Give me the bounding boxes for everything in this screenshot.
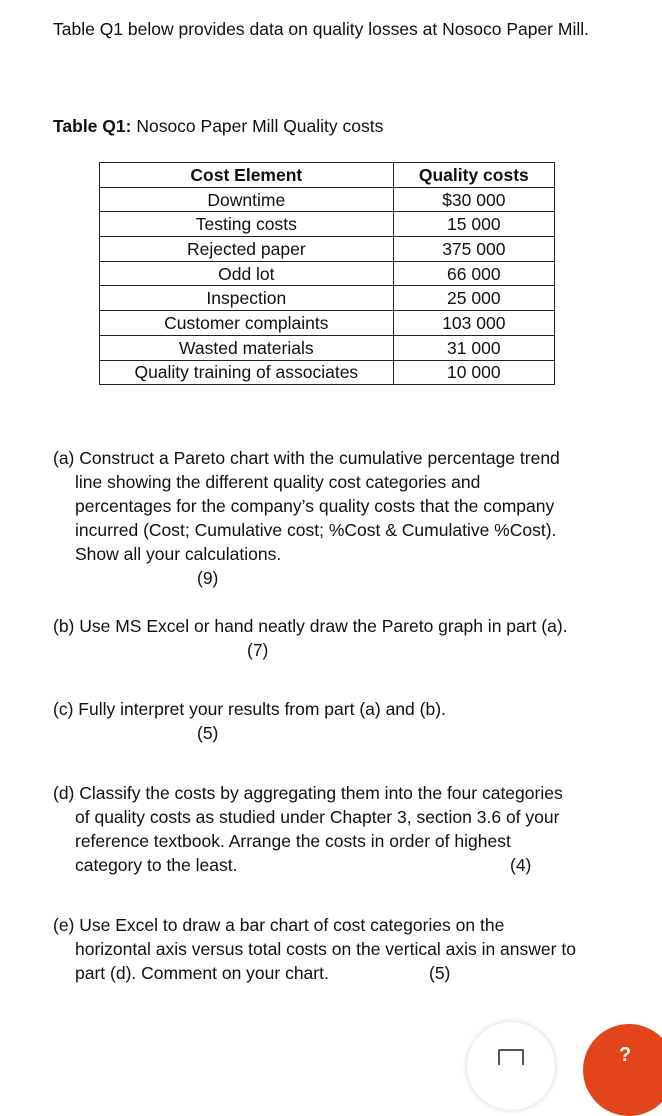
question-a-line: (a) Construct a Pareto chart with the cumulative percentage trend bbox=[53, 448, 560, 468]
quality-cost-cell: 25 000 bbox=[393, 286, 554, 311]
cost-element-cell: Odd lot bbox=[100, 261, 394, 286]
quality-cost-cell: $30 000 bbox=[393, 187, 554, 212]
table-row bbox=[100, 261, 555, 286]
table-header-row bbox=[100, 163, 555, 188]
cost-element-cell: Downtime bbox=[100, 187, 394, 212]
question-a-marks: (9) bbox=[197, 568, 219, 588]
question-b-line: (b) Use MS Excel or hand neatly draw the Pareto graph in part (a). bbox=[53, 616, 568, 636]
question-c-marks: (5) bbox=[197, 723, 219, 743]
question-e-marks: (5) bbox=[429, 963, 451, 983]
help-icon: ? bbox=[619, 1044, 632, 1066]
quality-cost-cell: 66 000 bbox=[393, 261, 554, 286]
cost-element-cell: Testing costs bbox=[100, 212, 394, 237]
table-row bbox=[100, 311, 555, 336]
intro-text: Table Q1 below provides data on quality losses at Nosoco Paper Mill. bbox=[53, 19, 589, 39]
table-row bbox=[100, 212, 555, 237]
question-c-line: (c) Fully interpret your results from part (a) and (b). bbox=[53, 699, 446, 719]
cost-element-cell: Rejected paper bbox=[100, 237, 394, 262]
question-a-line: line showing the different quality cost categories and bbox=[75, 472, 481, 492]
header-quality-costs: Quality costs bbox=[393, 163, 554, 188]
table-caption bbox=[53, 114, 613, 138]
question-a-line: percentages for the company’s quality costs that the company bbox=[75, 496, 555, 516]
table-row bbox=[100, 187, 555, 212]
question-e-last-line bbox=[53, 961, 618, 985]
quality-cost-cell: 375 000 bbox=[393, 237, 554, 262]
comment-icon bbox=[498, 1049, 524, 1065]
question-d-line: (d) Classify the costs by aggregating them into the four categories bbox=[53, 783, 563, 803]
question-a-line: Show all your calculations. bbox=[75, 544, 282, 564]
question-c bbox=[53, 697, 618, 745]
question-e-line: part (d). Comment on your chart. bbox=[75, 963, 329, 983]
question-d-last-line bbox=[53, 853, 618, 877]
question-a bbox=[53, 446, 618, 590]
header-cost-element: Cost Element bbox=[100, 163, 394, 188]
cost-element-cell: Inspection bbox=[100, 286, 394, 311]
question-b bbox=[53, 614, 618, 662]
question-e-line: (e) Use Excel to draw a bar chart of cost categories on the bbox=[53, 915, 505, 935]
quality-cost-cell: 15 000 bbox=[393, 212, 554, 237]
table-caption-label: Table Q1: bbox=[53, 116, 132, 136]
cost-element-cell: Customer complaints bbox=[100, 311, 394, 336]
table-row bbox=[100, 335, 555, 360]
question-d-line: of quality costs as studied under Chapter 3, section 3.6 of your bbox=[75, 807, 560, 827]
comment-button[interactable] bbox=[467, 1022, 555, 1110]
question-b-marks: (7) bbox=[247, 640, 269, 660]
question-a-line: incurred (Cost; Cumulative cost; %Cost & Cumulative %Cost). bbox=[75, 520, 557, 540]
quality-cost-cell: 31 000 bbox=[393, 335, 554, 360]
question-d-line: category to the least. bbox=[75, 855, 238, 875]
table-row bbox=[100, 360, 555, 385]
question-d bbox=[53, 781, 618, 877]
question-e bbox=[53, 913, 618, 985]
question-d-marks: (4) bbox=[510, 855, 532, 875]
help-button[interactable] bbox=[583, 1024, 662, 1116]
table-row bbox=[100, 286, 555, 311]
quality-cost-cell: 10 000 bbox=[393, 360, 554, 385]
quality-cost-cell: 103 000 bbox=[393, 311, 554, 336]
table-row bbox=[100, 237, 555, 262]
cost-element-cell: Quality training of associates bbox=[100, 360, 394, 385]
table-caption-title: Nosoco Paper Mill Quality costs bbox=[136, 116, 384, 136]
question-d-line: reference textbook. Arrange the costs in order of highest bbox=[75, 831, 511, 851]
cost-element-cell: Wasted materials bbox=[100, 335, 394, 360]
quality-costs-table bbox=[99, 162, 555, 385]
question-e-line: horizontal axis versus total costs on the vertical axis in answer to bbox=[75, 939, 576, 959]
